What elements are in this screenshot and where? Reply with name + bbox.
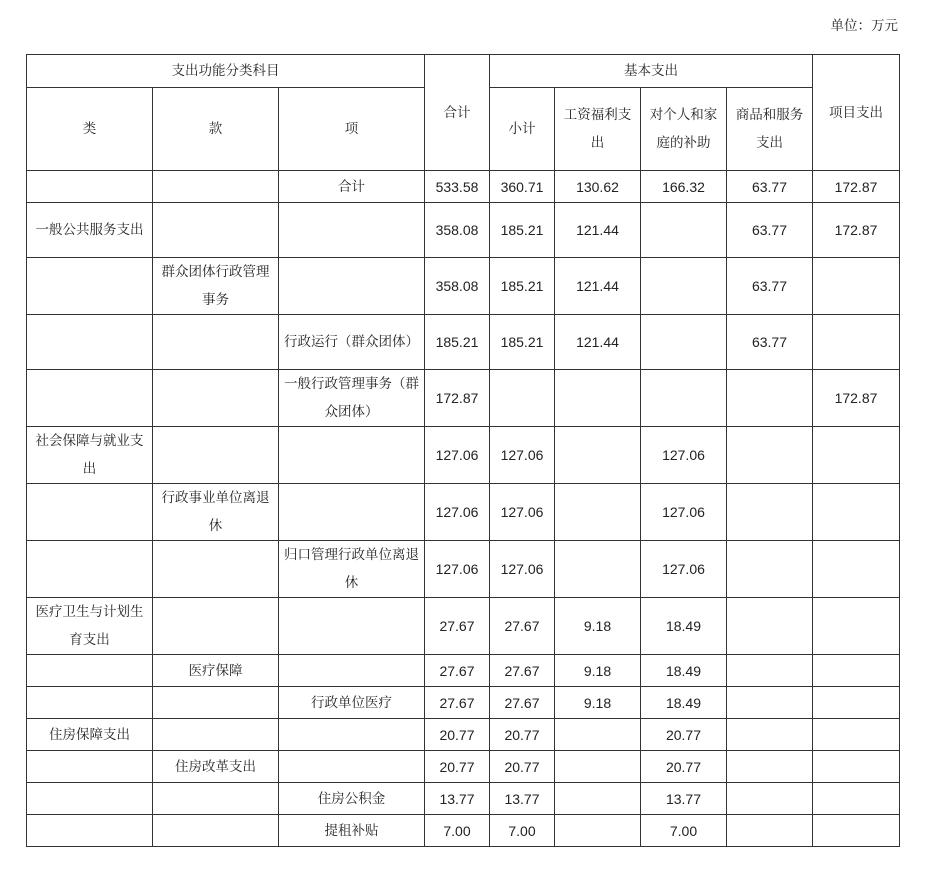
cell-lei: 医疗卫生与计划生育支出 (27, 598, 153, 655)
cell-goods-services: 63.77 (727, 258, 813, 315)
cell-kuan (153, 171, 279, 203)
cell-salary-welfare (555, 370, 641, 427)
cell-total: 127.06 (425, 541, 490, 598)
cell-total: 358.08 (425, 258, 490, 315)
header-xiang: 项 (279, 88, 425, 171)
cell-subtotal: 13.77 (490, 783, 555, 815)
cell-kuan (153, 541, 279, 598)
cell-kuan: 医疗保障 (153, 655, 279, 687)
cell-goods-services (727, 370, 813, 427)
header-salary-welfare: 工资福利支出 (555, 88, 641, 171)
cell-personal-family-subsidy (641, 370, 727, 427)
cell-project (813, 687, 900, 719)
header-total: 合计 (425, 55, 490, 171)
cell-goods-services (727, 484, 813, 541)
cell-xiang: 住房公积金 (279, 783, 425, 815)
cell-xiang (279, 258, 425, 315)
cell-lei (27, 484, 153, 541)
cell-total: 13.77 (425, 783, 490, 815)
cell-kuan: 行政事业单位离退休 (153, 484, 279, 541)
cell-subtotal: 127.06 (490, 541, 555, 598)
cell-xiang (279, 719, 425, 751)
cell-lei (27, 655, 153, 687)
table-body (27, 171, 900, 847)
cell-xiang: 行政单位医疗 (279, 687, 425, 719)
cell-kuan (153, 315, 279, 370)
cell-kuan (153, 598, 279, 655)
cell-lei: 一般公共服务支出 (27, 203, 153, 258)
cell-salary-welfare (555, 484, 641, 541)
cell-total: 20.77 (425, 719, 490, 751)
cell-kuan (153, 370, 279, 427)
table-row (27, 687, 900, 719)
cell-xiang (279, 655, 425, 687)
cell-total: 358.08 (425, 203, 490, 258)
cell-kuan (153, 203, 279, 258)
cell-total: 27.67 (425, 655, 490, 687)
header-subtotal: 小计 (490, 88, 555, 171)
cell-salary-welfare: 121.44 (555, 258, 641, 315)
cell-total: 185.21 (425, 315, 490, 370)
cell-salary-welfare (555, 815, 641, 847)
cell-kuan (153, 719, 279, 751)
cell-project: 172.87 (813, 370, 900, 427)
cell-project: 172.87 (813, 171, 900, 203)
table-row (27, 655, 900, 687)
cell-subtotal: 20.77 (490, 719, 555, 751)
cell-project (813, 258, 900, 315)
cell-total: 27.67 (425, 687, 490, 719)
cell-subtotal: 127.06 (490, 427, 555, 484)
table-row (27, 171, 900, 203)
cell-subtotal: 7.00 (490, 815, 555, 847)
cell-subtotal: 185.21 (490, 258, 555, 315)
cell-xiang: 提租补贴 (279, 815, 425, 847)
cell-project (813, 427, 900, 484)
cell-salary-welfare (555, 427, 641, 484)
cell-salary-welfare: 9.18 (555, 655, 641, 687)
cell-goods-services: 63.77 (727, 171, 813, 203)
cell-lei (27, 687, 153, 719)
header-category-group: 支出功能分类科目 (27, 55, 425, 88)
cell-personal-family-subsidy (641, 203, 727, 258)
cell-personal-family-subsidy: 7.00 (641, 815, 727, 847)
cell-lei (27, 370, 153, 427)
cell-salary-welfare: 121.44 (555, 203, 641, 258)
cell-lei (27, 258, 153, 315)
cell-project (813, 655, 900, 687)
cell-project (813, 815, 900, 847)
cell-salary-welfare: 9.18 (555, 687, 641, 719)
cell-subtotal: 185.21 (490, 315, 555, 370)
cell-xiang (279, 598, 425, 655)
cell-project (813, 598, 900, 655)
table-row (27, 203, 900, 258)
cell-total: 7.00 (425, 815, 490, 847)
cell-total: 127.06 (425, 427, 490, 484)
cell-salary-welfare (555, 719, 641, 751)
cell-lei: 社会保障与就业支出 (27, 427, 153, 484)
cell-total: 533.58 (425, 171, 490, 203)
header-basic-group: 基本支出 (490, 55, 813, 88)
cell-personal-family-subsidy (641, 315, 727, 370)
cell-xiang (279, 203, 425, 258)
cell-salary-welfare (555, 541, 641, 598)
table-row (27, 370, 900, 427)
cell-subtotal: 360.71 (490, 171, 555, 203)
table-row (27, 598, 900, 655)
cell-goods-services (727, 598, 813, 655)
cell-personal-family-subsidy: 127.06 (641, 541, 727, 598)
cell-subtotal: 127.06 (490, 484, 555, 541)
cell-lei (27, 815, 153, 847)
cell-goods-services (727, 655, 813, 687)
table-row (27, 258, 900, 315)
table-header (27, 55, 900, 171)
header-kuan: 款 (153, 88, 279, 171)
cell-subtotal (490, 370, 555, 427)
cell-goods-services (727, 687, 813, 719)
cell-salary-welfare: 130.62 (555, 171, 641, 203)
header-goods-services: 商品和服务支出 (727, 88, 813, 171)
table-row (27, 751, 900, 783)
cell-project: 172.87 (813, 203, 900, 258)
cell-project (813, 315, 900, 370)
cell-lei (27, 783, 153, 815)
cell-xiang (279, 427, 425, 484)
cell-xiang: 一般行政管理事务（群众团体） (279, 370, 425, 427)
cell-xiang (279, 484, 425, 541)
cell-project (813, 783, 900, 815)
cell-goods-services (727, 541, 813, 598)
header-project: 项目支出 (813, 55, 900, 171)
cell-lei: 住房保障支出 (27, 719, 153, 751)
cell-personal-family-subsidy: 20.77 (641, 719, 727, 751)
header-personal-family-subsidy: 对个人和家庭的补助 (641, 88, 727, 171)
cell-xiang: 归口管理行政单位离退休 (279, 541, 425, 598)
cell-kuan: 群众团体行政管理事务 (153, 258, 279, 315)
cell-total: 27.67 (425, 598, 490, 655)
cell-kuan (153, 687, 279, 719)
cell-salary-welfare: 9.18 (555, 598, 641, 655)
cell-personal-family-subsidy: 127.06 (641, 427, 727, 484)
cell-subtotal: 27.67 (490, 598, 555, 655)
cell-kuan (153, 427, 279, 484)
cell-subtotal: 185.21 (490, 203, 555, 258)
cell-personal-family-subsidy: 18.49 (641, 598, 727, 655)
cell-lei (27, 171, 153, 203)
cell-kuan (153, 783, 279, 815)
table-row (27, 815, 900, 847)
cell-project (813, 719, 900, 751)
cell-goods-services (727, 783, 813, 815)
cell-xiang: 合计 (279, 171, 425, 203)
cell-goods-services (727, 815, 813, 847)
cell-total: 127.06 (425, 484, 490, 541)
cell-personal-family-subsidy: 18.49 (641, 687, 727, 719)
cell-goods-services (727, 719, 813, 751)
cell-personal-family-subsidy (641, 258, 727, 315)
cell-lei (27, 541, 153, 598)
cell-goods-services (727, 751, 813, 783)
cell-total: 20.77 (425, 751, 490, 783)
cell-personal-family-subsidy: 166.32 (641, 171, 727, 203)
cell-xiang (279, 751, 425, 783)
table-row (27, 783, 900, 815)
cell-salary-welfare (555, 783, 641, 815)
unit-label: 单位：万元 (830, 18, 898, 34)
cell-project (813, 484, 900, 541)
cell-personal-family-subsidy: 18.49 (641, 655, 727, 687)
cell-project (813, 751, 900, 783)
cell-goods-services: 63.77 (727, 203, 813, 258)
cell-subtotal: 20.77 (490, 751, 555, 783)
cell-xiang: 行政运行（群众团体） (279, 315, 425, 370)
cell-lei (27, 315, 153, 370)
cell-project (813, 541, 900, 598)
cell-goods-services: 63.77 (727, 315, 813, 370)
expenditure-table (26, 54, 900, 847)
table-row (27, 315, 900, 370)
cell-personal-family-subsidy: 20.77 (641, 751, 727, 783)
header-lei: 类 (27, 88, 153, 171)
cell-lei (27, 751, 153, 783)
table-row (27, 484, 900, 541)
cell-subtotal: 27.67 (490, 687, 555, 719)
cell-kuan: 住房改革支出 (153, 751, 279, 783)
cell-salary-welfare (555, 751, 641, 783)
cell-goods-services (727, 427, 813, 484)
table-row (27, 541, 900, 598)
table-row (27, 427, 900, 484)
table-row (27, 719, 900, 751)
cell-total: 172.87 (425, 370, 490, 427)
cell-kuan (153, 815, 279, 847)
cell-personal-family-subsidy: 13.77 (641, 783, 727, 815)
cell-salary-welfare: 121.44 (555, 315, 641, 370)
cell-subtotal: 27.67 (490, 655, 555, 687)
cell-personal-family-subsidy: 127.06 (641, 484, 727, 541)
